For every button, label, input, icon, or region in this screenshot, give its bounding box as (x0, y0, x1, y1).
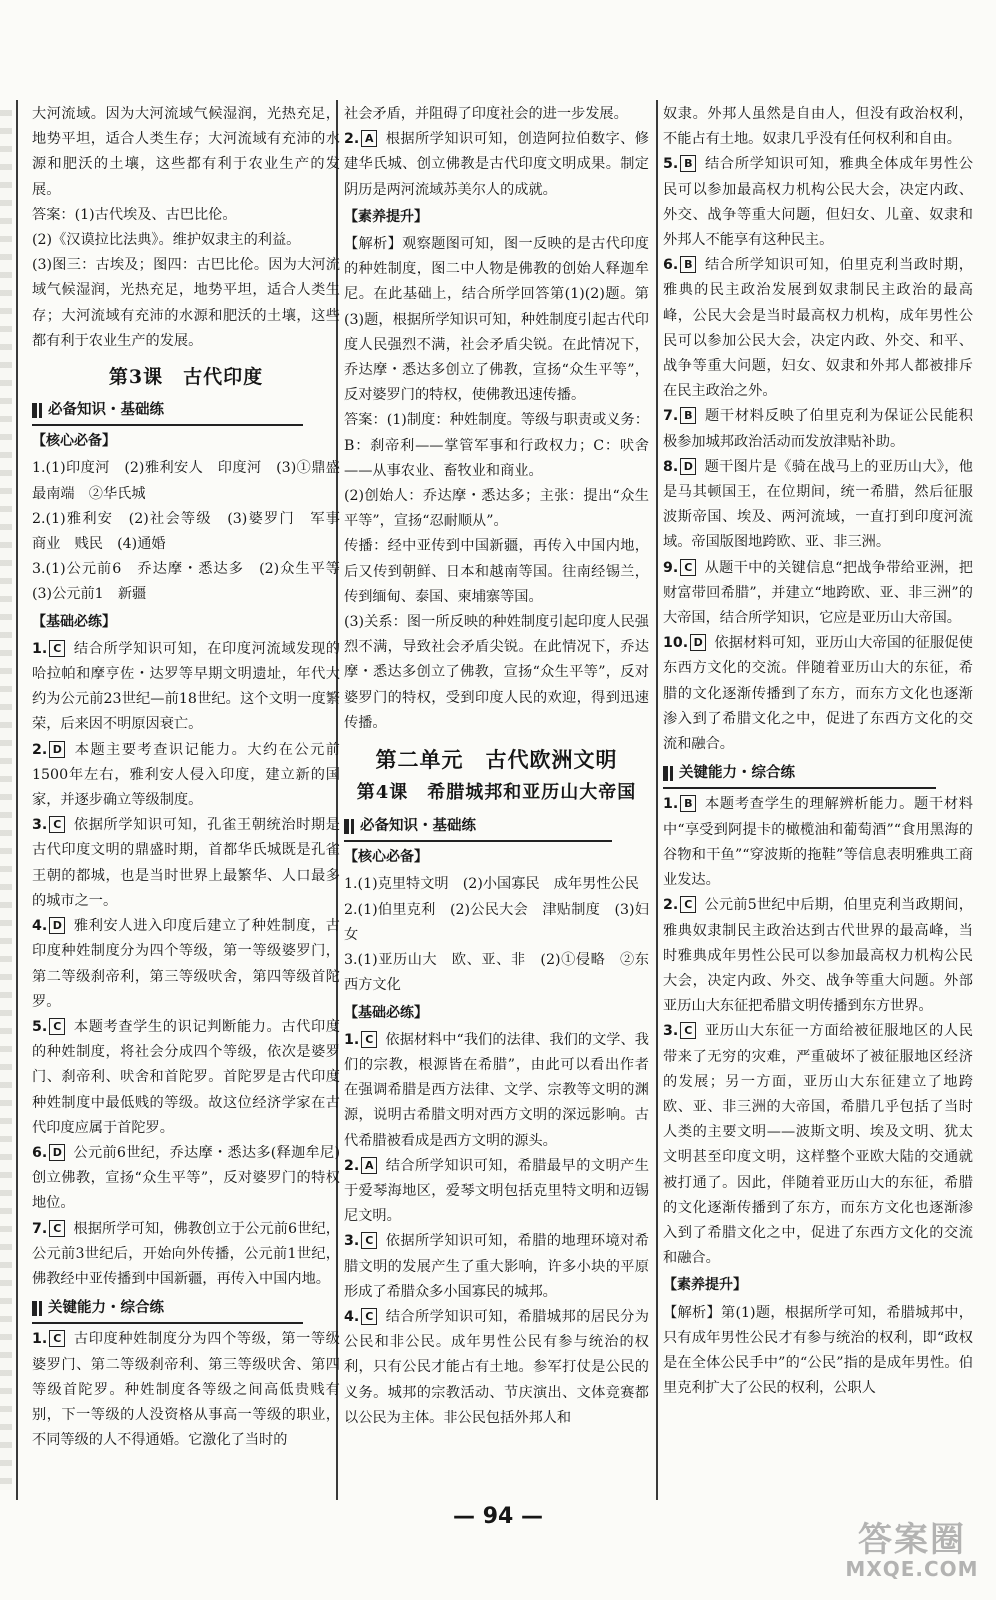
column-rule-right (656, 100, 658, 1500)
subsection-title: 【素养提升】 (344, 208, 428, 225)
question-number: 7. (663, 408, 679, 425)
answer-line: (2)创始人：乔达摩・悉达多；主张：提出“众生平等”，宣扬“忍耐顺从”。 (344, 488, 649, 530)
question-list (663, 152, 973, 757)
answer-choice-box: A (361, 130, 377, 147)
answer-choice-box: D (690, 634, 706, 651)
section-marker-icon (670, 766, 673, 781)
question-number: 1. (32, 1331, 48, 1348)
site-watermark (845, 1518, 979, 1584)
answer-line: (2)《汉谟拉比法典》。维护奴隶主的利益。 (32, 232, 301, 249)
question-number: 3. (663, 1023, 679, 1040)
core-item: 3.(1)亚历山大 欧、亚、非 (2)①侵略 ②东西方文化 (344, 952, 649, 994)
answer-choice-box: C (361, 1232, 377, 1249)
question-number: 2. (663, 897, 679, 914)
answer-line: 答案：(1)古代埃及、古巴比伦。 (32, 206, 237, 223)
question-explanation: 题干图片是《骑在战马上的亚历山大》，他是马其顿国王，在位期间，统一希腊，然后征服波斯帝国、埃及、两河流域，一直打到印度河流域。帝国版图地跨欧、亚、非三洲。 (663, 458, 973, 551)
question-item (663, 455, 973, 556)
section-label: 必备知识・基础练 (360, 818, 476, 835)
question-explanation: 结合所学知识可知，希腊城邦的居民分为公民和非公民。成年男性公民有参与统治的权利，只有公民才能占有土地。参军打仗是公民的义务。城邦的宗教活动、节庆演出、文体竞赛都以公民为主体。非公民包括外邦人和 (344, 1308, 649, 1426)
answer-choice-box: C (49, 1330, 65, 1347)
question-explanation: 雅利安人进入印度后建立了种姓制度，古印度种姓制度分为四个等级，第一等级婆罗门，第二等级刹帝利，第三等级吠舍，第四等级首陀罗。 (32, 918, 340, 1010)
watermark-url: MXQE.COM (845, 1557, 979, 1581)
core-item: 2.(1)伯里克利 (2)公民大会 津贴制度 (3)妇女 (344, 901, 649, 943)
question-list (32, 637, 340, 1292)
left-column (22, 102, 340, 1497)
question-explanation: 公元前5世纪中后期，伯里克利当政期间，雅典奴隶制民主政治达到古代世界的最高峰，当时雅典成年男性公民可以参加最高权力机构公民大会，决定内政、外交、战争等重大问题。外部亚历山大东征把希腊文明传播到东方世界。 (663, 897, 973, 1015)
section-header (344, 814, 612, 842)
subsection-title: 【素养提升】 (663, 1277, 747, 1294)
subsection-title: 【基础必练】 (344, 1004, 428, 1021)
question-number: 1. (663, 796, 679, 813)
answer-line: 传播：经中亚传到中国新疆，再传入中国内地，后又传到朝鲜、日本和越南等国。往南经锡兰，传到缅甸、泰国、柬埔寨等国。 (344, 538, 649, 605)
core-item: 1.(1)印度河 (2)雅利安人 印度河 (3)①鼎盛 最南端 ②华氏城 (32, 460, 340, 502)
question-item (663, 253, 973, 404)
answer-choice-box: D (49, 741, 65, 758)
question-explanation: 结合所学知识可知，伯里克利当政时期，雅典的民主政治发展到奴隶制民主政治的最高峰，公民大会是当时最高权力机构，成年男性公民可以参加公民大会，决定内政、外交、和平、战争等重大问题，妇女、奴隶和外邦人都被排斥在民主政治之外。 (663, 257, 973, 400)
binding-margin-strip (0, 110, 12, 1490)
answer-choice-box: B (680, 155, 696, 172)
question-explanation: 本题主要考查识记能力。大约在公元前1500年左右，雅利安人侵入印度，建立新的国家，并逐步确立等级制度。 (32, 741, 340, 809)
question-explanation: 依据所学知识可知，希腊的地理环境对希腊文明的发展产生了重大影响，许多小块的平原形成了希腊众多小国寡民的城邦。 (344, 1233, 649, 1300)
middle-column (344, 102, 649, 1497)
question-number: 3. (32, 817, 48, 834)
question-number: 9. (663, 559, 679, 576)
question-item (344, 1028, 649, 1154)
answer-choice-box: C (680, 1022, 696, 1039)
answer-choice-box: B (680, 795, 696, 812)
answer-choice-box: D (49, 1144, 65, 1161)
question-number: 1. (32, 640, 48, 657)
answer-choice-box: B (680, 407, 696, 424)
question-number: 10. (663, 635, 689, 652)
section-marker-icon (39, 1301, 42, 1316)
question-number: 1. (344, 1031, 360, 1048)
section-header (32, 398, 303, 426)
question-item (344, 1305, 649, 1431)
question-number: 7. (32, 1220, 48, 1237)
lesson-title: 第3课 古代印度 (108, 366, 264, 389)
question-item (663, 556, 973, 632)
question-list (344, 1028, 649, 1431)
subsection-title: 【核心必备】 (32, 433, 116, 450)
question-item (663, 631, 973, 757)
section-marker-icon (32, 1301, 37, 1316)
question-explanation: 本题考查学生的理解辨析能力。题干材料中“享受到阿提卡的橄榄油和葡萄酒”“食用黑海的谷物和干鱼”“穿波斯的拖鞋”等信息表明雅典工商业发达。 (663, 796, 973, 889)
analysis-paragraph: 【解析】观察题图可知，图一反映的是古代印度的种姓制度，图二中人物是佛教的创始人释迦牟尼。在此基础上，结合所学回答第(1)(2)题。第(3)题，根据所学知识可知，种姓制度引起古代印度人民强烈不满，社会矛盾尖锐。在此情况下，乔达摩・悉达多创立了佛教，宣扬“众生平等”，反对婆罗门的特权，使佛教迅速传播。 (344, 236, 649, 404)
question-number: 6. (663, 257, 679, 274)
answer-choice-box: D (680, 458, 696, 475)
question-explanation: 公元前6世纪，乔达摩・悉达多(释迦牟尼)创立佛教，宣扬“众生平等”，反对婆罗门的特权地位。 (32, 1144, 340, 1212)
question-explanation: 古印度种姓制度分为四个等级，第一等级婆罗门、第二等级刹帝利、第三等级吠舍、第四等级首陀罗。种姓制度各等级之间高低贵贱有别，下一等级的人没资格从事高一等级的职业，不同等级的人不得通婚。它激化了当时的 (32, 1331, 340, 1449)
answer-line: (3)关系：图一所反映的种姓制度引起印度人民强烈不满，导致社会矛盾尖锐。在此情况下，乔达摩・悉达多创立了佛教，宣扬“众生平等”，反对婆罗门的特权，受到印度人民的欢迎，得到迅速传播。 (344, 614, 649, 731)
question-item (32, 637, 340, 738)
answer-choice-box: C (49, 1018, 65, 1035)
question-explanation: 本题考查学生的识记判断能力。古代印度的种姓制度，将社会分成四个等级，依次是婆罗门、刹帝利、吠舍和首陀罗。首陀罗是古代印度种姓制度中最低贱的等级。故这位经济学家在古代印度应属于首陀罗。 (32, 1018, 340, 1136)
section-marker-icon (351, 819, 354, 834)
question-item (32, 813, 340, 914)
answer-choice-box: C (49, 640, 65, 657)
question-number: 5. (32, 1018, 48, 1035)
intro-paragraph: 大河流域。因为大河流域气候湿润，光热充足，地势平坦，适合人类生存；大河流域有充沛的水源和肥沃的土壤，这些都有利于农业生产的发展。 (32, 106, 340, 198)
question-explanation: 依据所学知识可知，孔雀王朝统治时期是古代印度文明的鼎盛时期，首都华氏城既是孔雀王朝的都城，也是当时世界上最繁华、人口最多的城市之一。 (32, 817, 340, 909)
core-item: 3.(1)公元前6 乔达摩・悉达多 (2)众生平等 (3)公元前1 新疆 (32, 561, 340, 603)
question-list (663, 792, 973, 1271)
intro-paragraph: 奴隶。外邦人虽然是自由人，但没有政治权利，不能占有土地。奴隶几乎没有任何权利和自由。 (663, 106, 973, 148)
section-label: 关键能力・综合练 (679, 765, 795, 782)
answer-choice-box: C (49, 1220, 65, 1237)
question-item (32, 738, 340, 814)
intro-paragraph: 社会矛盾，并阻碍了印度社会的进一步发展。 (344, 106, 628, 122)
answer-choice-box: B (680, 256, 696, 273)
question-explanation: 结合所学知识可知，希腊最早的文明产生于爱琴海地区，爱琴文明包括克里特文明和迈锡尼文明。 (344, 1157, 649, 1225)
core-item: 1.(1)克里特文明 (2)小国寡民 成年男性公民 (344, 876, 639, 893)
watermark-logo-text: 答案圈 (858, 1520, 966, 1560)
question-explanation: 根据所学可知，佛教创立于公元前6世纪，公元前3世纪后，开始向外传播，公元前1世纪，佛教经中亚传播到中国新疆，再传入中国内地。 (32, 1220, 340, 1287)
question-number: 2. (32, 741, 48, 758)
question-item (663, 152, 973, 253)
subsection-title: 【核心必备】 (344, 849, 428, 866)
question-item (663, 893, 973, 1019)
section-label: 必备知识・基础练 (48, 402, 164, 419)
section-header (32, 1296, 303, 1324)
question-number: 2. (344, 131, 360, 148)
question-explanation: 题干材料反映了伯里克利为保证公民能积极参加城邦政治活动而发放津贴补助。 (663, 408, 973, 450)
question-item (344, 1154, 649, 1230)
question-item (32, 1327, 340, 1453)
question-list (32, 1327, 340, 1453)
column-rule-left (16, 100, 18, 1500)
section-header (663, 761, 936, 789)
question-list (344, 127, 649, 203)
section-marker-icon (39, 403, 42, 418)
question-explanation: 结合所学知识可知，在印度河流域发现的哈拉帕和摩亨佐・达罗等早期文明遗址，年代大约为公元前23世纪—前18世纪。这个文明一度繁荣，后来因不明原因衰亡。 (32, 640, 340, 733)
question-explanation: 依据材料可知，亚历山大帝国的征服促使东西方文化的交流。伴随着亚历山大的东征，希腊的文化逐渐传播到了东方，而东方文化也逐渐渗入到了希腊文化之中，促进了东西方文化的交流和融合。 (663, 635, 973, 753)
question-item (32, 1141, 340, 1217)
answer-choice-box: C (361, 1031, 377, 1048)
question-explanation: 依据材料中“我们的法律、我们的文学、我们的宗教，根源皆在希腊”，由此可以看出作者在强调希腊是西方法律、文学、宗教等文明的渊源，说明古希腊文明对西方文明的深远影响。古代希腊被看成是西方文明的源头。 (344, 1031, 649, 1149)
question-number: 8. (663, 458, 679, 475)
question-explanation: 根据所学知识可知，创造阿拉伯数字、修建华氏城、创立佛教是古代印度文明成果。制定阴历是两河流域苏美尔人的成就。 (344, 131, 649, 198)
answer-choice-box: C (361, 1308, 377, 1325)
core-item: 2.(1)雅利安 (2)社会等级 (3)婆罗门 军事 商业 贱民 (4)通婚 (32, 510, 340, 553)
question-item (663, 1019, 973, 1271)
question-explanation: 亚历山大东征一方面给被征服地区的人民带来了无穷的灾难，严重破坏了被征服地区经济的发展；另一方面，亚历山大东征建立了地跨欧、亚、非三洲的大帝国，希腊几乎包括了当时人类的主要文明——波斯文明、埃及文明、犹太文明甚至印度文明，这样整个亚欧大陆的交通就被打通了。因此，伴随着亚历山大的东征，希腊的文化逐渐传播到了东方，而东方文化也逐渐渗入到了希腊文化之中，促进了东西方文化的交流和融合。 (663, 1023, 973, 1267)
question-item (663, 404, 973, 454)
question-item (663, 792, 973, 893)
lesson-title: 第4课 希腊城邦和亚历山大帝国 (356, 782, 637, 804)
subsection-title: 【基础必练】 (32, 613, 116, 630)
question-item (32, 1015, 340, 1141)
question-number: 2. (344, 1157, 360, 1174)
section-marker-icon (344, 819, 349, 834)
answer-choice-box: C (49, 816, 65, 833)
question-number: 4. (32, 918, 48, 935)
question-number: 3. (344, 1233, 360, 1250)
unit-title: 第二单元 古代欧洲文明 (375, 747, 618, 773)
question-item (344, 127, 649, 203)
answer-choice-box: D (49, 917, 65, 934)
question-number: 6. (32, 1144, 48, 1161)
question-explanation: 结合所学知识可知，雅典全体成年男性公民可以参加最高权力机构公民大会，决定内政、外交、战争等重大问题，但妇女、儿童、奴隶和外邦人不能享有这种民主。 (663, 156, 973, 249)
section-label: 关键能力・综合练 (48, 1300, 164, 1317)
question-number: 5. (663, 156, 679, 173)
question-explanation: 从题干中的关键信息“把战争带给亚洲，把财富带回希腊”，并建立“地跨欧、亚、非三洲”的大帝国，结合所学知识，它应是亚历山大帝国。 (663, 559, 973, 627)
answer-choice-box: C (680, 896, 696, 913)
answer-choice-box: A (361, 1157, 377, 1174)
section-marker-icon (663, 766, 668, 781)
answer-choice-box: C (680, 559, 696, 576)
page-number: — 94 — (453, 1504, 543, 1529)
question-item (32, 914, 340, 1015)
answer-line: 答案：(1)制度：种姓制度。等级与职责或义务：B：刹帝利——掌管军事和行政权力；C：吠舍——从事农业、畜牧业和商业。 (344, 412, 649, 479)
question-number: 4. (344, 1308, 360, 1325)
right-column (663, 102, 973, 1497)
answer-line: (3)图三：古埃及；图四：古巴比伦。因为大河流域气候湿润，光热充足，地势平坦，适合人类生存；大河流域有充沛的水源和肥沃的土壤，这些都有利于农业生产的发展。 (32, 257, 340, 349)
section-marker-icon (32, 403, 37, 418)
analysis-paragraph: 【解析】第(1)题，根据所学可知，希腊城邦中，只有成年男性公民才有参与统治的权利，即“政权是在全体公民手中”的“公民”指的是成年男性。伯里克利扩大了公民的权利，公职人 (663, 1304, 973, 1397)
question-item (344, 1229, 649, 1305)
question-item (32, 1217, 340, 1293)
